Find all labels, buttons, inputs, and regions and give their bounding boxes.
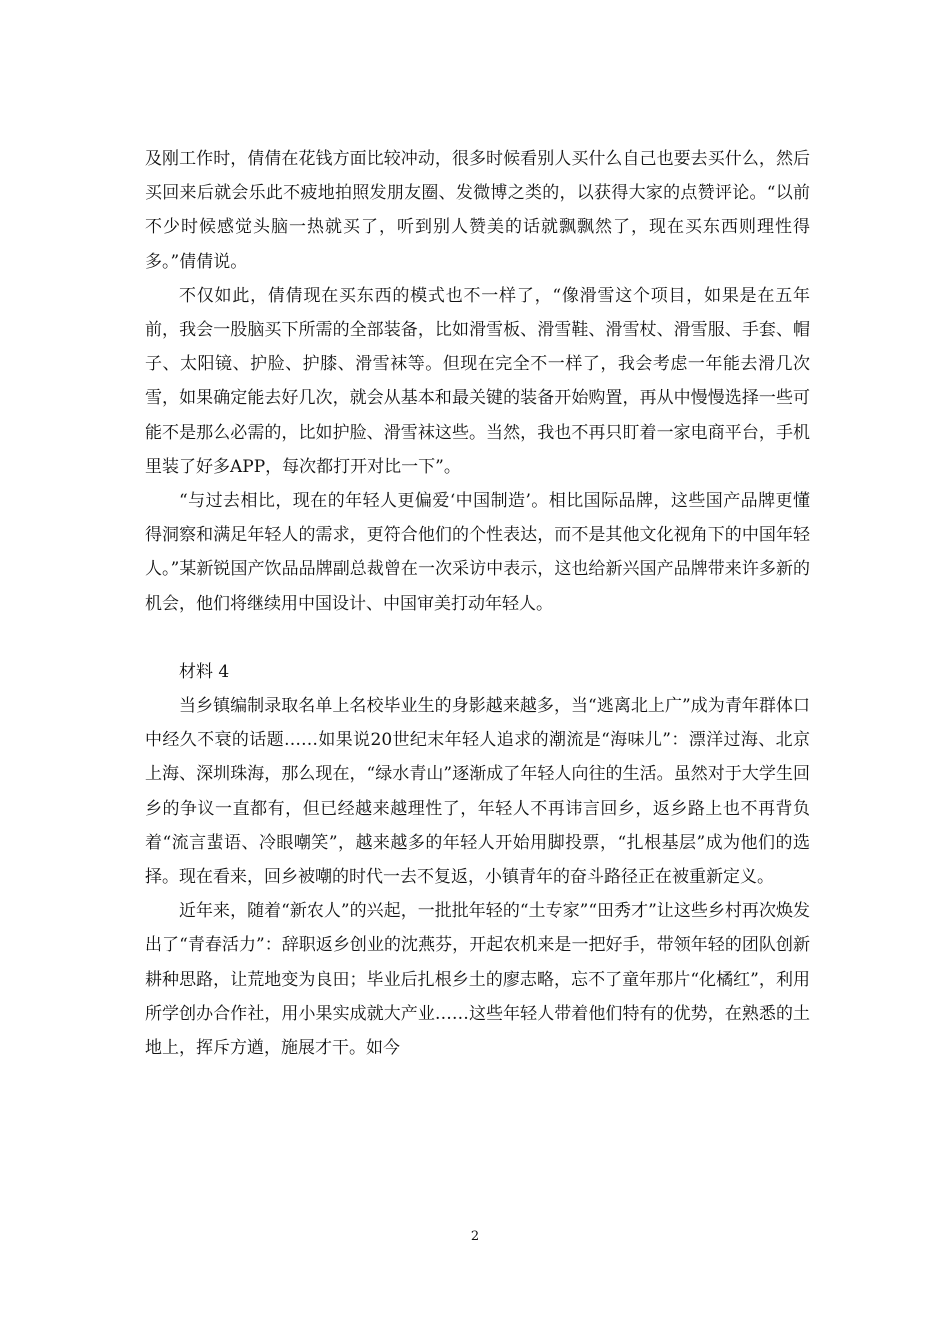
paragraph-return-home: 当乡镇编制录取名单上名校毕业生的身影越来越多，当“逃离北上广”成为青年群体口中经久不衰的话题……如果说20世纪末年轻人追求的潮流是“海味儿”：漂洋过海、北京上海、深圳珠海，那么现在，“绿水青山”逐渐成了年轻人向往的生活。虽然对于大学生回乡的争议一直都有，但已经越来越理性了，年轻人不再讳言回乡，返乡路上也不再背负着“流言蜚语、冷眼嘲笑”，越来越多的年轻人开始用脚投票，“扎根基层”成为他们的选择。现在看来，回乡被嘲的时代一去不复返，小镇青年的奋斗路径正在被重新定义。 [145, 696, 810, 888]
paragraph-skiing: 不仅如此，倩倩现在买东西的模式也不一样了，“像滑雪这个项目，如果是在五年前，我会一股脑买下所需的全部装备，比如滑雪板、滑雪鞋、滑雪杖、滑雪服、手套、帽子、太阳镜、护脸、护膝、滑雪袜等。但现在完全不一样了，我会考虑一年能去滑几次雪，如果确定能去好几次，就会从基本和最关键的装备开始购置，再从中慢慢选择一些可能不是那么必需的，比如护脸、滑雪袜这些。当然，我也不再只盯着一家电商平台，手机里装了好多APP，每次都打开对比一下”。 [145, 285, 810, 477]
document-body [145, 142, 810, 1065]
paragraph-continuation: 及刚工作时，倩倩在花钱方面比较冲动，很多时候看别人买什么自己也要去买什么，然后买回来后就会乐此不疲地拍照发朋友圈、发微博之类的，以获得大家的点赞评论。“以前不少时候感觉头脑一热就买了，听到别人赞美的话就飘飘然了，现在买东西则理性得多。”倩倩说。 [145, 149, 810, 272]
paragraph-new-farmers: 近年来，随着“新农人”的兴起，一批批年轻的“土专家”“田秀才”让这些乡村再次焕发出了“青春活力”：辞职返乡创业的沈燕芬，开起农机来是一把好手，带领年轻的团队创新耕种思路，让荒地变为良田；毕业后扎根乡土的廖志略，忘不了童年那片“化橘红”，利用所学创办合作社，用小果实成就大产业……这些年轻人带着他们特有的优势，在熟悉的土地上，挥斥方遒，施展才干。如今 [145, 901, 810, 1059]
section-heading: 材料 4 [179, 661, 230, 682]
section-spacer [145, 621, 810, 655]
paragraph-domestic-brands: “与过去相比，现在的年轻人更偏爱‘中国制造’。相比国际品牌，这些国产品牌更懂得洞察和满足年轻人的需求，更符合他们的个性表达，而不是其他文化视角下的中国年轻人。”某新锐国产饮品品牌副总裁曾在一次采访中表示，这也给新兴国产品牌带来许多新的机会，他们将继续用中国设计、中国审美打动年轻人。 [145, 491, 810, 614]
page-number: 2 [470, 1229, 480, 1244]
